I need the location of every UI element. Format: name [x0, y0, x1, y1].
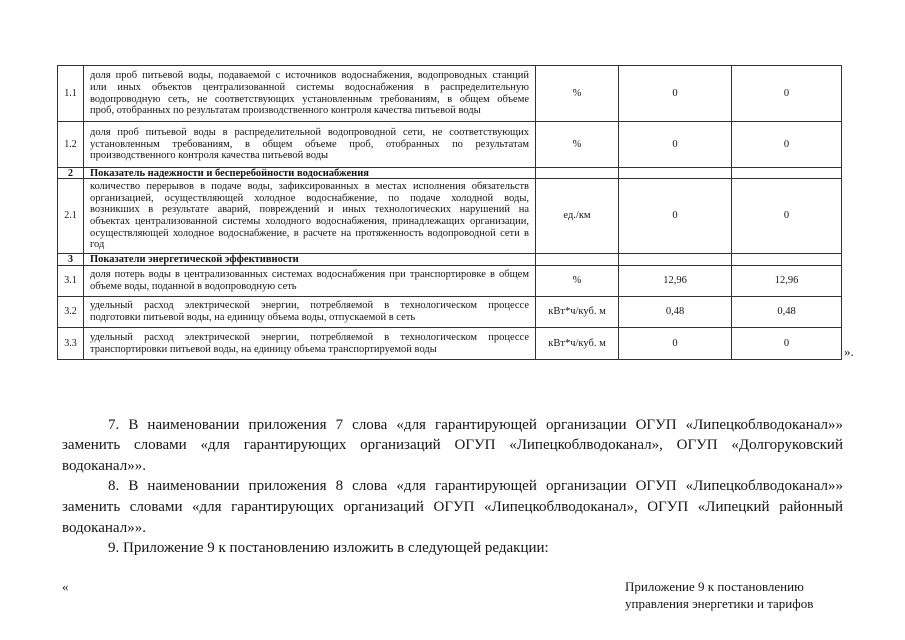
value-cell-2: 0: [732, 66, 842, 122]
description-line: доля проб питьевой воды, подаваемой с источников водоснабжения, водопроводных станций: [90, 70, 529, 82]
row-number: 3.2: [58, 297, 84, 328]
unit-cell: кВт*ч/куб. м: [536, 328, 619, 360]
indicator-description: [84, 328, 536, 360]
description-line: удельный расход электрической энергии, потребляемой в технологическом процессе: [90, 331, 529, 343]
indicator-description: [84, 266, 536, 297]
unit-cell: %: [536, 266, 619, 297]
description-line: осуществляющей холодное водоснабжение, в расчете на протяженность водопроводной сети в: [90, 227, 529, 239]
value-cell-1: 0,48: [619, 297, 732, 328]
empty-cell: [536, 254, 619, 266]
value-cell-2: 12,96: [732, 266, 842, 297]
row-number: 1.2: [58, 122, 84, 168]
unit-cell: ед./км: [536, 179, 619, 254]
description-line: удельный расход электрической энергии, потребляемой в технологическом процессе: [90, 300, 529, 312]
empty-cell: [619, 254, 732, 266]
indicator-description: [84, 179, 536, 254]
closing-quote-mark: ».: [844, 344, 854, 359]
value-cell-2: 0,48: [732, 297, 842, 328]
row-number: 1.1: [58, 66, 84, 122]
paragraph-line: водоканал»».: [62, 457, 146, 474]
paragraph-line: 8. В наименовании приложения 8 слова «для гарантирующей организации ОГУП «Липецкоблводоканал»»: [108, 478, 843, 495]
value-cell-1: 0: [619, 328, 732, 360]
description-line: объектах централизованной системы холодного водоснабжения, принадлежащих организации,: [90, 216, 529, 227]
appendix-caption: [625, 578, 813, 612]
row-number: 3.1: [58, 266, 84, 297]
description-line: год: [90, 239, 105, 251]
paragraph-line: заменить словами «для гарантирующих организаций ОГУП «Липецкоблводоканал», ОГУП «Липецкий районный: [62, 499, 843, 516]
empty-cell: [536, 168, 619, 179]
value-cell-2: 0: [732, 328, 842, 360]
opening-quote-mark: «: [62, 579, 69, 594]
caption-line: управления энергетики и тарифов: [625, 596, 814, 611]
description-line: объеме воды, поданной в водопроводную сеть: [90, 281, 297, 292]
description-line: водопроводную сеть, не соответствующих установленным требованиям, в общем объеме: [90, 93, 529, 105]
indicator-description: [84, 66, 536, 122]
description-line: подготовки питьевой воды, на единицу объема воды, отпускаемой в сеть: [90, 312, 416, 323]
description-line: проб, отобранных по результатам производственного контроля качества питьевой воды: [90, 105, 481, 117]
paragraph-8: [62, 476, 843, 538]
description-line: установленным требованиям, в общем объеме проб, отобранных по результатам: [90, 138, 529, 150]
description-line: доля потерь воды в централизованных системах водоснабжения при транспортировке в общем: [90, 269, 529, 281]
value-cell-1: 0: [619, 179, 732, 254]
description-line: количество перерывов в подаче воды, зафиксированных в местах исполнения обязательств: [90, 181, 529, 193]
description-line: транспортировки питьевой воды, на единицу объема транспортируемой воды: [90, 343, 437, 355]
empty-cell: [619, 168, 732, 179]
paragraph-line: 9. Приложение 9 к постановлению изложить в следующей редакции:: [108, 540, 549, 557]
section-number: 2: [58, 168, 84, 179]
paragraph-line: заменить словами «для гарантирующих организаций ОГУП «Липецкоблводоканал», ОГУП «Долгоруковский: [62, 437, 843, 454]
unit-cell: %: [536, 122, 619, 168]
row-number: 3.3: [58, 328, 84, 360]
amendment-paragraphs: [62, 415, 843, 560]
empty-cell: [732, 168, 842, 179]
caption-line: Приложение 9 к постановлению: [625, 579, 804, 594]
description-line: организацией, осуществляющей холодное водоснабжение, по подаче холодной воды,: [90, 192, 529, 204]
value-cell-2: 0: [732, 179, 842, 254]
paragraph-9: [62, 538, 843, 559]
unit-cell: %: [536, 66, 619, 122]
section-title: Показатели энергетической эффективности: [84, 254, 536, 266]
paragraph-7: [62, 415, 843, 477]
unit-cell: кВт*ч/куб. м: [536, 297, 619, 328]
indicator-description: [84, 297, 536, 328]
row-number: 2.1: [58, 179, 84, 254]
description-line: или иных объектов централизованной системы водоснабжения в распределительную: [90, 81, 529, 93]
description-line: доля проб питьевой воды в распределительной водопроводной сети, не соответствующих: [90, 127, 529, 139]
value-cell-2: 0: [732, 122, 842, 168]
value-cell-1: 0: [619, 66, 732, 122]
indicators-table: [57, 65, 842, 360]
paragraph-line: 7. В наименовании приложения 7 слова «для гарантирующей организации ОГУП «Липецкоблводоканал»»: [108, 416, 843, 433]
empty-cell: [732, 254, 842, 266]
value-cell-1: 0: [619, 122, 732, 168]
section-title: Показатель надежности и бесперебойности водоснабжения: [84, 168, 536, 179]
description-line: производственного контроля качества питьевой воды: [90, 150, 329, 162]
value-cell-1: 12,96: [619, 266, 732, 297]
indicator-description: [84, 122, 536, 168]
section-number: 3: [58, 254, 84, 266]
description-line: возникших в результате аварий, повреждений и иных технологических нарушений на: [90, 204, 529, 216]
paragraph-line: водоканал»».: [62, 519, 146, 536]
